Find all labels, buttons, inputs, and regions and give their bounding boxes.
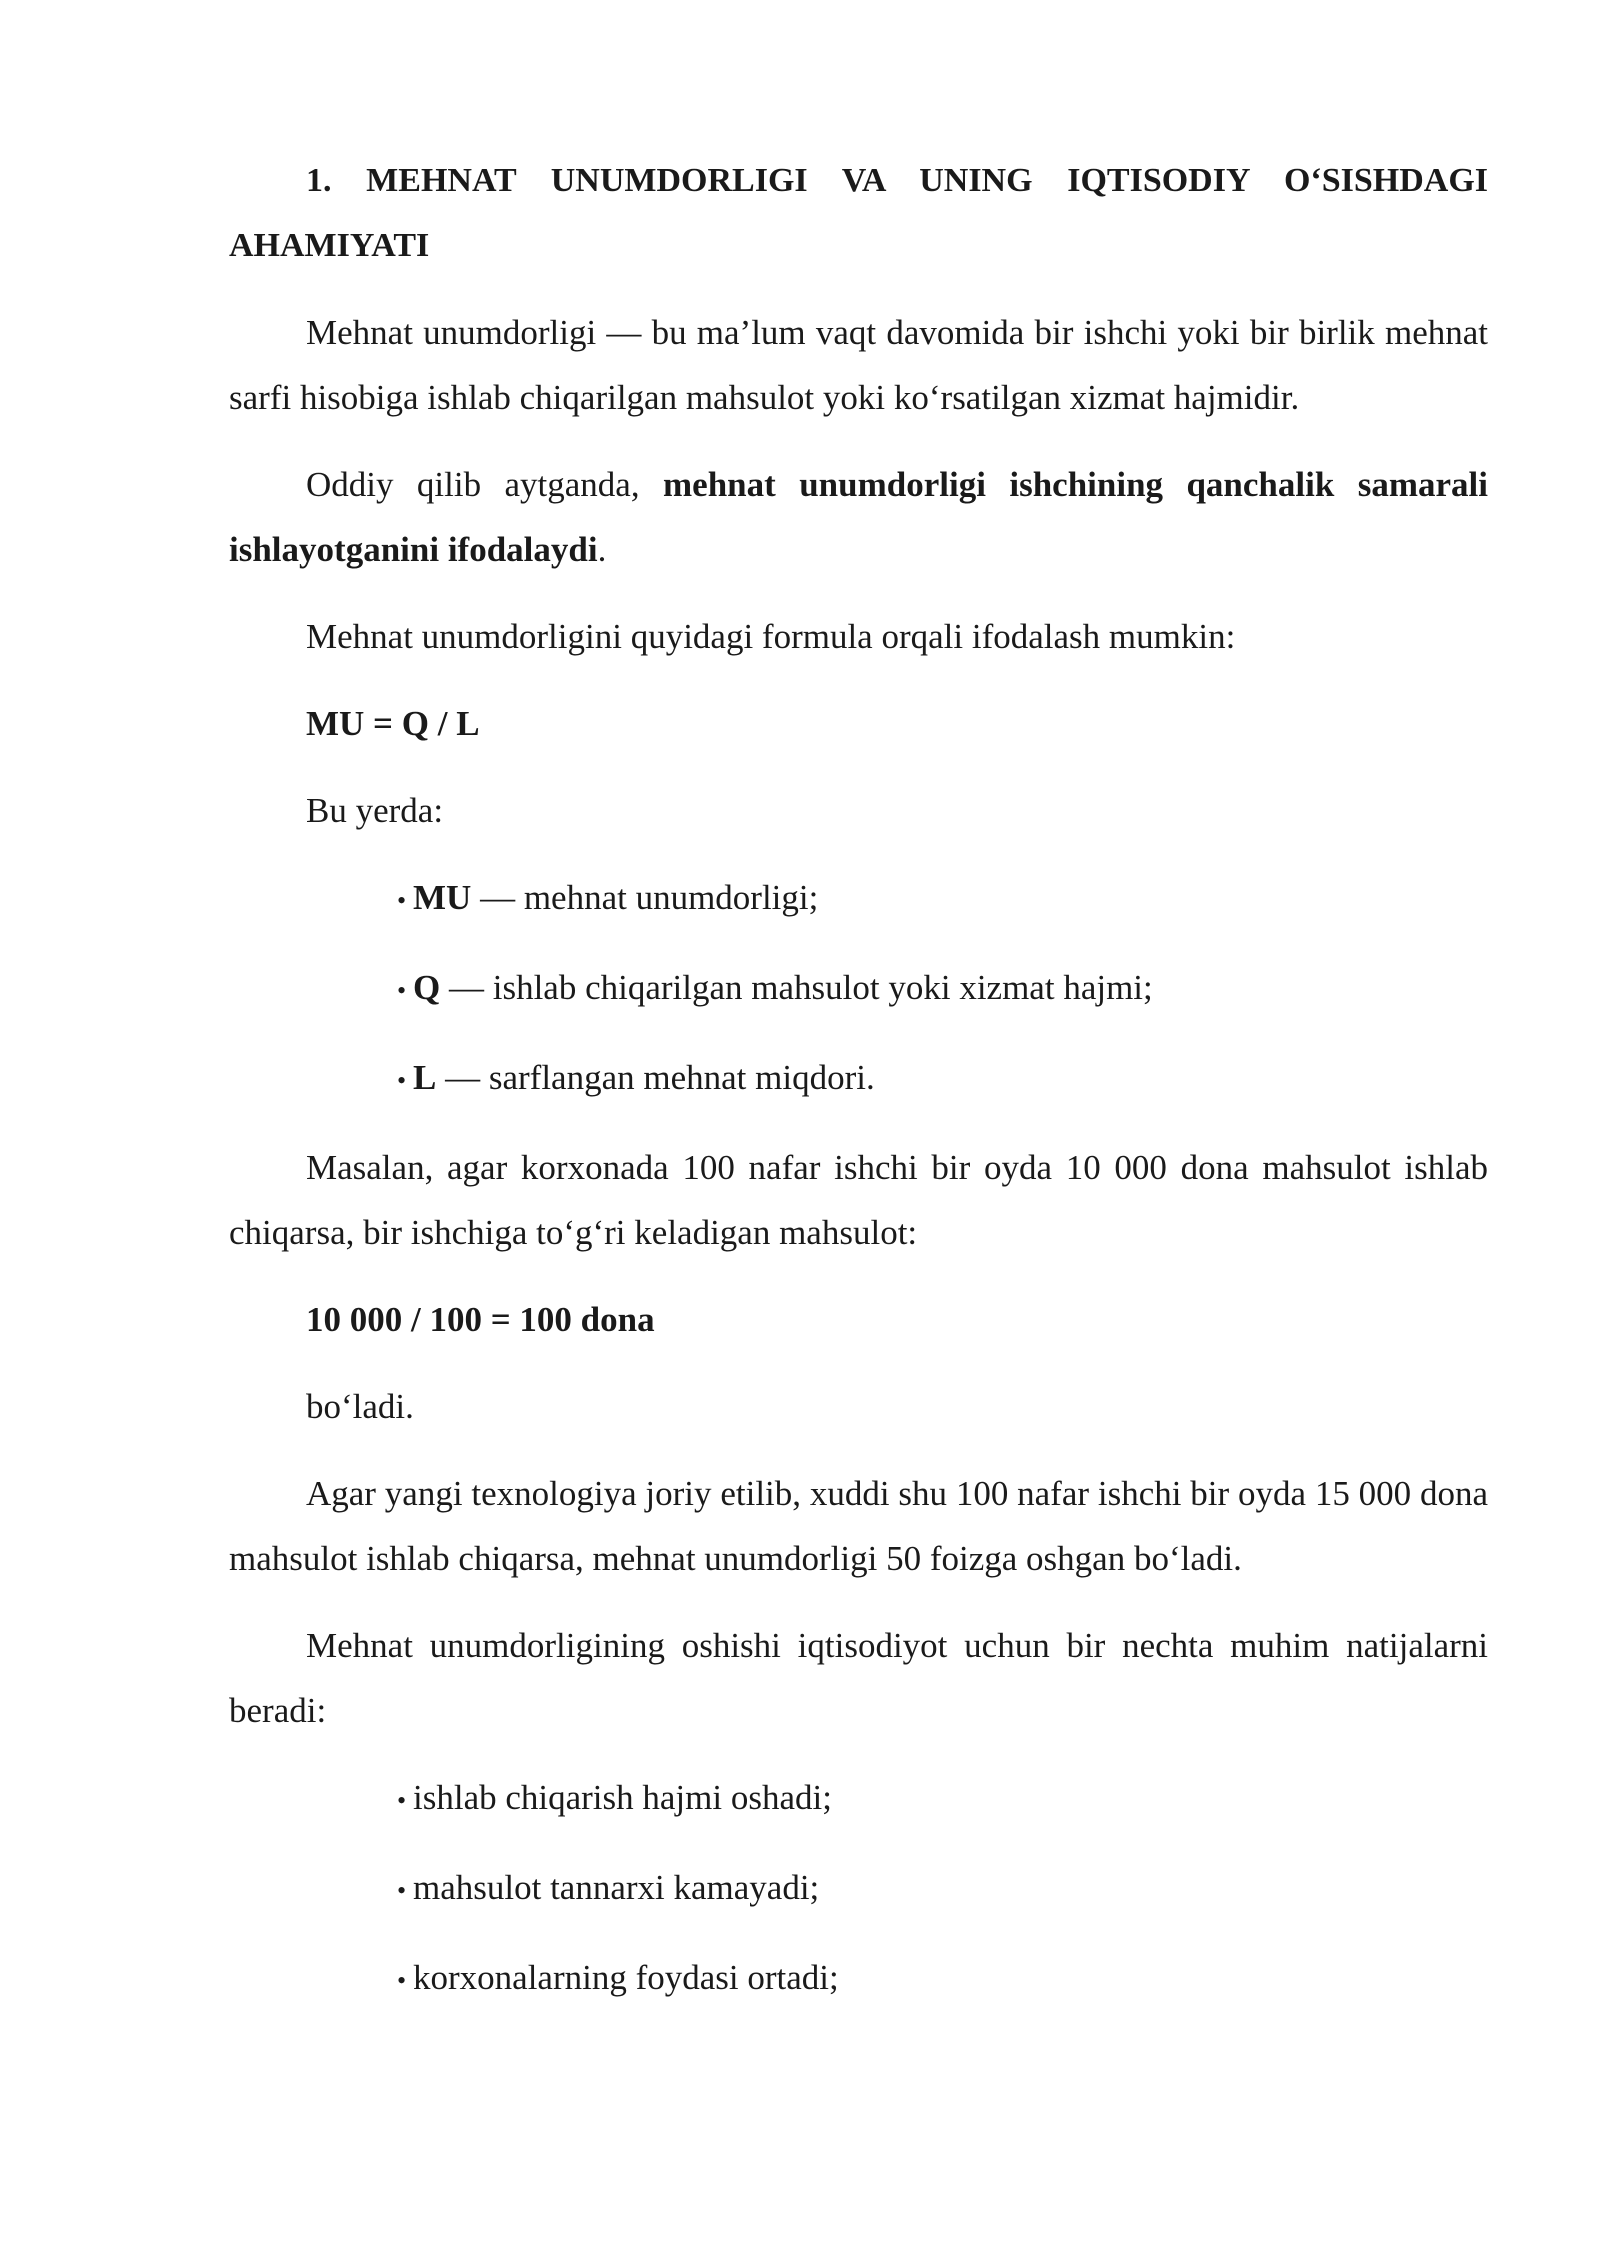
- summary-emphasis: mehnat unumdorligi ishchining qanchalik samarali ishlayotganini ifodalaydi: [229, 465, 1488, 569]
- summary-paragraph: [229, 452, 1488, 582]
- list-item: [397, 865, 1488, 933]
- document-page: [229, 148, 1488, 2035]
- list-item: [397, 1945, 1488, 2013]
- term-description: — mehnat unumdorligi;: [471, 878, 819, 917]
- term: L: [413, 1058, 437, 1097]
- list-item: [397, 955, 1488, 1023]
- results-intro: Mehnat unumdorligining oshishi iqtisodiyot uchun bir nechta muhim natijalarni beradi:: [229, 1626, 1488, 1730]
- section-heading: 1. MEHNAT UNUMDORLIGI VA UNING IQTISODIY O‘SISHDAGI AHAMIYATI: [229, 162, 1488, 264]
- list-item: [397, 1765, 1488, 1833]
- result-text: mahsulot tannarxi kamayadi;: [413, 1868, 820, 1907]
- definitions-list: [229, 865, 1488, 1113]
- bullet-icon: •: [397, 1786, 407, 1815]
- example-paragraph: Masalan, agar korxonada 100 nafar ishchi bir oyda 10 000 dona mahsulot ishlab chiqarsa, bir ishchiga to‘g‘ri keladigan mahsulot:: [229, 1148, 1488, 1252]
- bullet-icon: •: [397, 1876, 407, 1905]
- result-text: ishlab chiqarish hajmi oshadi;: [413, 1778, 832, 1817]
- technology-paragraph: Agar yangi texnologiya joriy etilib, xuddi shu 100 nafar ishchi bir oyda 15 000 dona mahsulot ishlab chiqarsa, mehnat unumdorligi 50 foizga oshgan bo‘ladi.: [229, 1474, 1488, 1578]
- bullet-icon: •: [397, 1966, 407, 1995]
- summary-suffix: .: [597, 530, 607, 569]
- results-list: [229, 1765, 1488, 2013]
- definition-paragraph: Mehnat unumdorligi — bu ma’lum vaqt davomida bir ishchi yoki bir birlik mehnat sarfi hisobiga ishlab chiqarilgan mahsulot yoki ko‘rsatilgan xizmat hajmidir.: [229, 313, 1488, 417]
- list-item: [397, 1855, 1488, 1923]
- example-result: bo‘ladi.: [306, 1387, 414, 1426]
- where-label: Bu yerda:: [306, 791, 444, 830]
- term-description: — sarflangan mehnat miqdori.: [436, 1058, 875, 1097]
- term-description: — ishlab chiqarilgan mahsulot yoki xizmat hajmi;: [440, 968, 1153, 1007]
- term: Q: [413, 968, 441, 1007]
- formula: MU = Q / L: [306, 704, 480, 743]
- list-item: [397, 1045, 1488, 1113]
- term: MU: [413, 878, 472, 917]
- example-calculation: 10 000 / 100 = 100 dona: [306, 1300, 655, 1339]
- result-text: korxonalarning foydasi ortadi;: [413, 1958, 839, 1997]
- bullet-icon: •: [397, 886, 407, 915]
- bullet-icon: •: [397, 1066, 407, 1095]
- summary-prefix: Oddiy qilib aytganda,: [306, 465, 664, 504]
- formula-intro: Mehnat unumdorligini quyidagi formula orqali ifodalash mumkin:: [306, 617, 1236, 656]
- bullet-icon: •: [397, 976, 407, 1005]
